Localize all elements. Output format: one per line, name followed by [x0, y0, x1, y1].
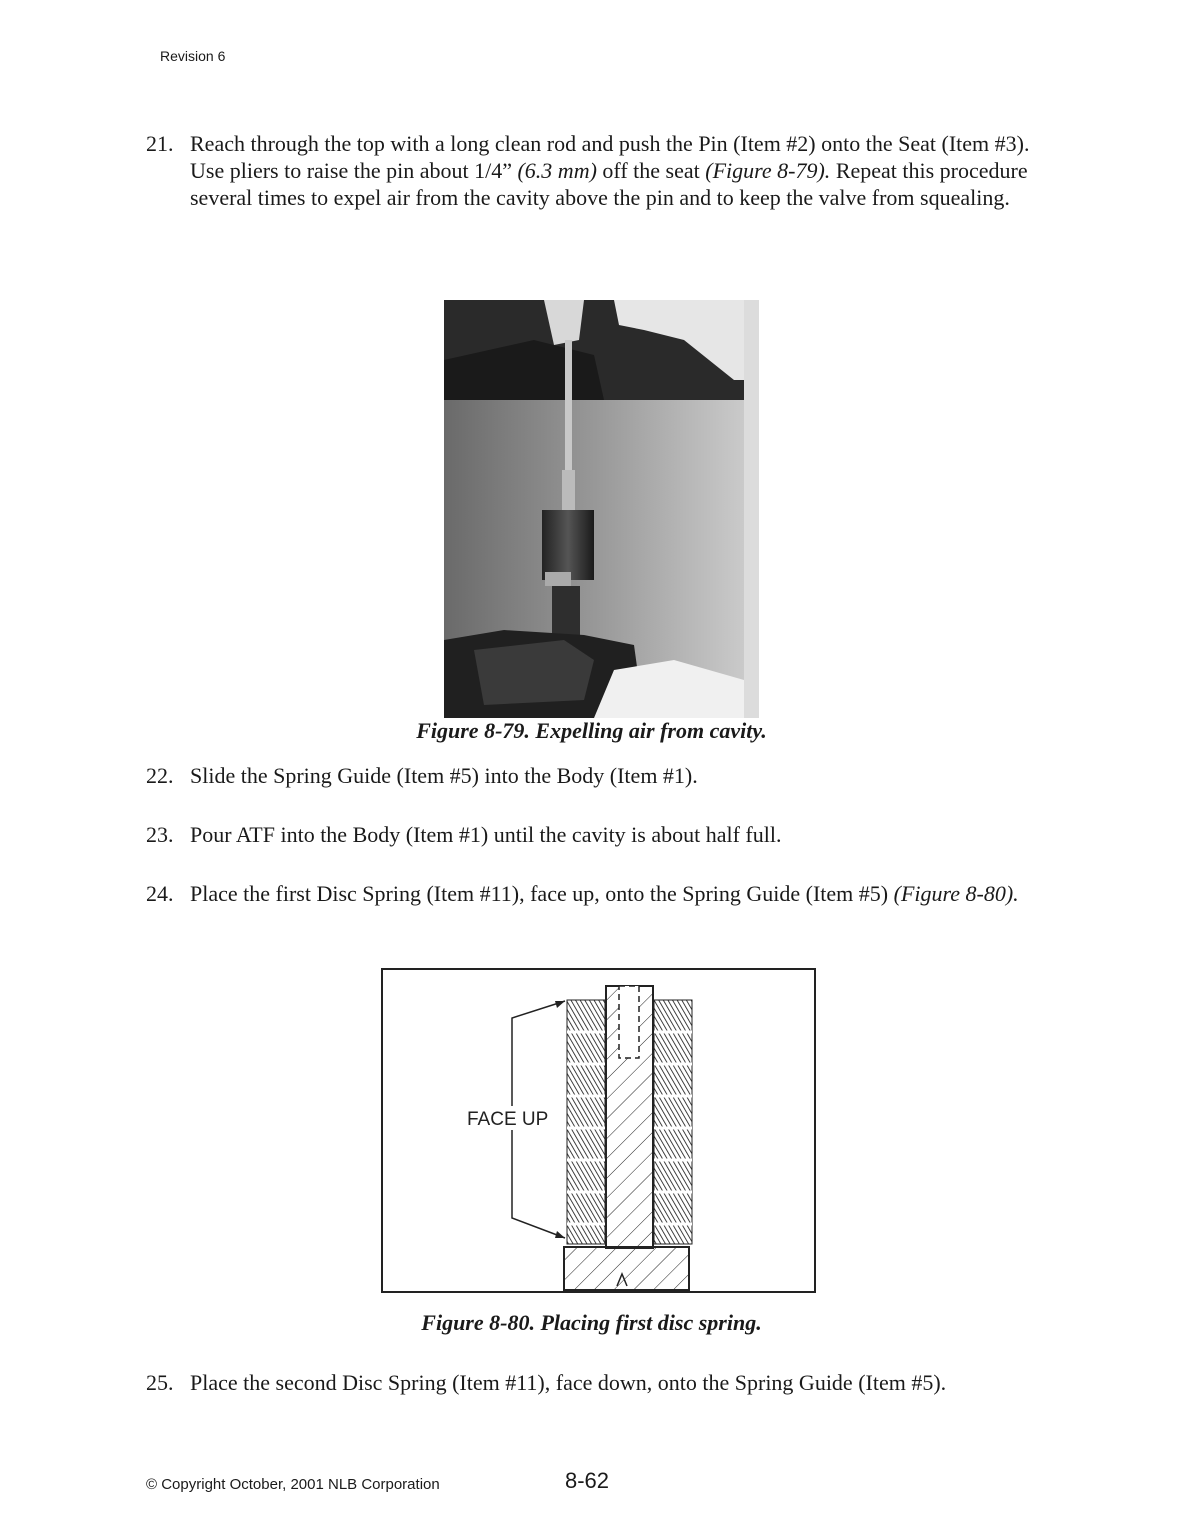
step-number: 22.	[146, 763, 174, 788]
step-22	[146, 762, 1046, 789]
step-25	[146, 1369, 1046, 1396]
step-21	[146, 130, 1046, 211]
step-text: Place the first Disc Spring (Item #11), face up, onto the Spring Guide (Item #5) (Figure 8-80).	[190, 881, 1019, 906]
step-number: 25.	[146, 1370, 174, 1395]
revision-header: Revision 6	[160, 48, 226, 64]
step-text: Place the second Disc Spring (Item #11), face down, onto the Spring Guide (Item #5).	[190, 1370, 947, 1395]
figure-8-79-caption: Figure 8-79. Expelling air from cavity.	[416, 718, 767, 743]
copyright-footer: © Copyright October, 2001 NLB Corporation	[146, 1476, 440, 1493]
page-number: 8-62	[565, 1468, 610, 1493]
step-text: Slide the Spring Guide (Item #5) into the Body (Item #1).	[190, 763, 698, 788]
step-number: 23.	[146, 822, 174, 847]
step-text: Pour ATF into the Body (Item #1) until the cavity is about half full.	[190, 822, 782, 847]
figure-8-80-caption: Figure 8-80. Placing first disc spring.	[421, 1310, 762, 1335]
expelling-air-photo	[444, 300, 759, 718]
step-number: 24.	[146, 881, 174, 906]
face-up-label: FACE UP	[467, 1109, 549, 1130]
step-number: 21.	[146, 131, 174, 156]
disc-spring-diagram	[381, 968, 816, 1293]
step-text: Reach through the top with a long clean rod and push the Pin (Item #2) onto the Seat (Item #3). Use pliers to raise the pin about 1/4” (6.3 mm) off the seat (Figure 8-79). Repeat this procedure several times to expel air from the cavity above the pin and to keep the valve from squealing.	[190, 131, 1030, 210]
step-23	[146, 821, 1046, 848]
step-24	[146, 880, 1046, 907]
